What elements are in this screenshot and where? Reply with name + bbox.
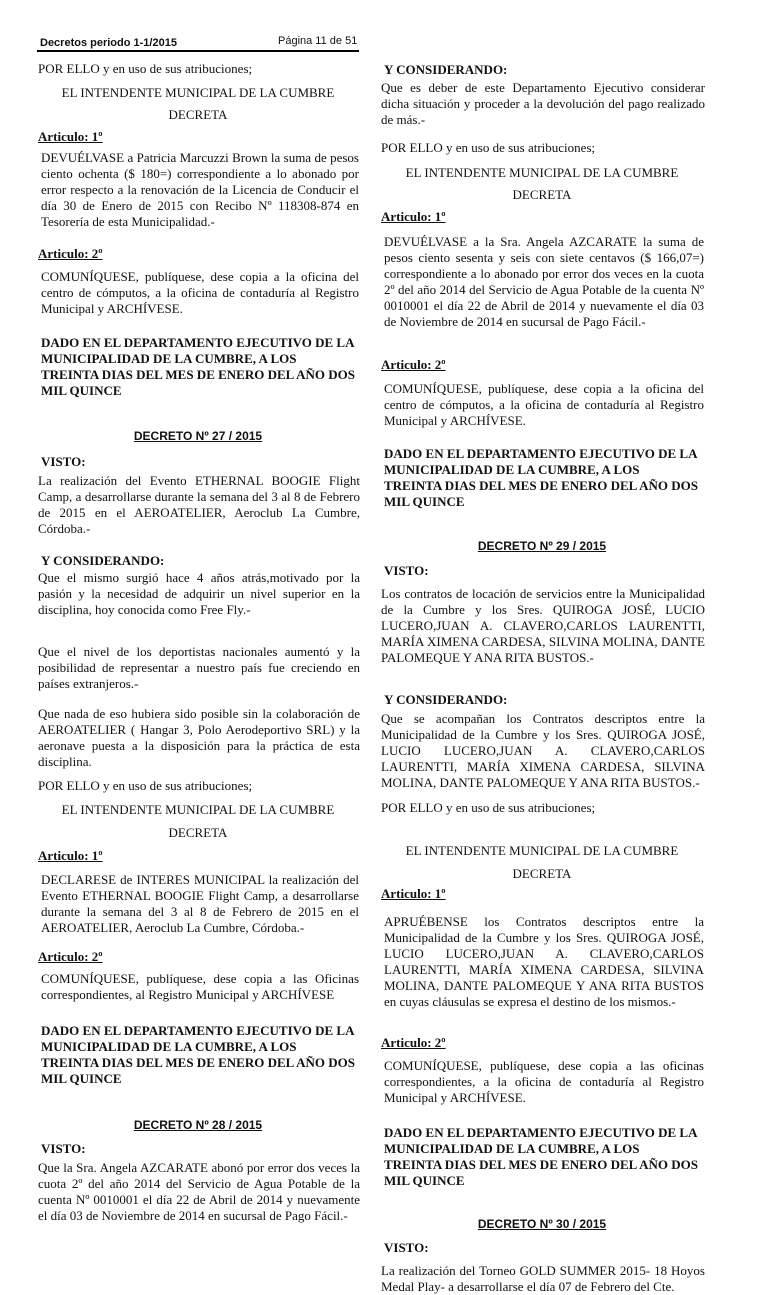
left-column xyxy=(38,0,358,1280)
considerando-label: Y CONSIDERANDO: xyxy=(41,553,165,568)
decreta-heading: DECRETA xyxy=(512,866,572,881)
considerando-text: Que es deber de este Departamento Ejecutivo considerar dicha situación y proceder a la devolución del pago realizado de más.- xyxy=(381,80,705,127)
intendente-heading: EL INTENDENTE MUNICIPAL DE LA CUMBRE xyxy=(61,85,335,100)
dado-en-text: DADO EN EL DEPARTAMENTO EJECUTIVO DE LA MUNICIPALIDAD DE LA CUMBRE, A LOS TREINTA DIAS DEL MES DE ENERO DEL AÑO DOS MIL QUINCE xyxy=(41,335,356,398)
intendente-heading: EL INTENDENTE MUNICIPAL DE LA CUMBRE xyxy=(405,165,679,180)
por-ello: POR ELLO y en uso de sus atribuciones; xyxy=(381,800,596,815)
article-1-text: DEVUÉLVASE a la Sra. Angela AZCARATE la suma de pesos ciento sesenta y seis con siete centavos ($ 166,07=) correspondiente a lo abonado por error dos veces en la cuota 2º del año 2014 del Servicio de Agua Potable de la cuenta Nº 0010001 el día 22 de Abril de 2014 y nuevamente el día 03 de Noviembre de 2014 en sucursal de Pago Fácil.- xyxy=(384,234,704,329)
por-ello: POR ELLO y en uso de sus atribuciones; xyxy=(38,778,253,793)
visto-text: Que la Sra. Angela AZCARATE abonó por error dos veces la cuota 2º del año 2014 del Servicio de Agua Potable de la cuenta Nº 0010001 el día 22 de Abril de 2014 y nuevamente el día 03 de Noviembre de 2014 en sucursal de Pago Fácil.- xyxy=(38,1160,360,1223)
decreta-heading: DECRETA xyxy=(512,187,572,202)
article-2-label: Articulo: 2º xyxy=(381,357,446,372)
article-2-label: Articulo: 2º xyxy=(381,1035,446,1050)
article-2-label: Articulo: 2º xyxy=(38,949,103,964)
article-1-text: APRUÉBENSE los Contratos descriptos entre la Municipalidad de la Cumbre y los Sres. QUIROGA JOSÉ, LUCIO LUCERO,JUAN A. CLAVERO,CARLOS LAURENTTI, MARÍA XIMENA CARDESA, SILVINA MOLINA, DANTE PALOMEQUE Y ANA RITA BUSTOS en cuyas cláusulas se expresa el destino de los mismos.- xyxy=(384,914,704,1009)
considerando-text-1: Que el mismo surgió hace 4 años atrás,motivado por la pasión y la necesidad de adquirir un nivel superior en la disciplina, hoy conocida como Free Fly.- xyxy=(38,570,360,617)
visto-label: VISTO: xyxy=(41,1141,86,1156)
por-ello: POR ELLO y en uso de sus atribuciones; xyxy=(38,61,253,76)
visto-label: VISTO: xyxy=(384,1240,429,1255)
visto-text: La realización del Evento ETHERNAL BOOGIE Flight Camp, a desarrollarse durante la semana del 3 al 8 de Febrero de 2015 en el AEROATELIER, Aeroclub La Cumbre, Córdoba.- xyxy=(38,473,360,536)
article-2-text: COMUNÍQUESE, publíquese, dese copia a la oficina del centro de cómputos, a la oficina de contaduría al Registro Municipal y ARCHÍVESE. xyxy=(41,269,359,316)
article-1-label: Articulo: 1º xyxy=(38,129,103,144)
article-2-text: COMUNÍQUESE, publíquese, dese copia a las Oficinas correspondientes, al Registro Municipal y ARCHÍVESE xyxy=(41,971,359,1002)
decree-29-title: DECRETO Nº 29 / 2015 xyxy=(477,539,607,553)
page-number: Página 11 de 51 xyxy=(278,35,358,47)
decree-30-title: DECRETO Nº 30 / 2015 xyxy=(477,1217,607,1231)
article-1-label: Articulo: 1º xyxy=(381,209,446,224)
dado-en-text: DADO EN EL DEPARTAMENTO EJECUTIVO DE LA MUNICIPALIDAD DE LA CUMBRE, A LOS TREINTA DIAS DEL MES DE ENERO DEL AÑO DOS MIL QUINCE xyxy=(384,446,699,509)
considerando-text-2: Que el nivel de los deportistas nacionales aumentó y la posibilidad de representar a nuestro país fue creciendo en países extranjeros.- xyxy=(38,644,360,691)
article-1-label: Articulo: 1º xyxy=(38,848,103,863)
decreta-heading: DECRETA xyxy=(168,107,228,122)
visto-label: VISTO: xyxy=(41,454,86,469)
intendente-heading: EL INTENDENTE MUNICIPAL DE LA CUMBRE xyxy=(405,843,679,858)
header-title: Decretos periodo 1-1/2015 xyxy=(40,37,177,49)
decree-27-title: DECRETO Nº 27 / 2015 xyxy=(133,429,263,443)
visto-text: La realización del Torneo GOLD SUMMER 2015- 18 Hoyos Medal Play- a desarrollarse el día 07 de Febrero del Cte. xyxy=(381,1263,705,1294)
visto-text: Los contratos de locación de servicios entre la Municipalidad de la Cumbre y los Sres. QUIROGA JOSÉ, LUCIO LUCERO,JUAN A. CLAVERO,CARLOS LAURENTTI, MARÍA XIMENA CARDESA, SILVINA MOLINA, DANTE PALOMEQUE Y ANA RITA BUSTOS.- xyxy=(381,586,705,665)
dado-en-text: DADO EN EL DEPARTAMENTO EJECUTIVO DE LA MUNICIPALIDAD DE LA CUMBRE, A LOS TREINTA DIAS DEL MES DE ENERO DEL AÑO DOS MIL QUINCE xyxy=(41,1023,356,1086)
decreta-heading: DECRETA xyxy=(168,825,228,840)
article-2-label: Articulo: 2º xyxy=(38,246,103,261)
considerando-text-3: Que nada de eso hubiera sido posible sin la colaboración de AEROATELIER ( Hangar 3, Polo Aerodeportivo SRL) y la aeronave puesta a la disposición para la práctica de esta disciplina. xyxy=(38,706,360,769)
considerando-label: Y CONSIDERANDO: xyxy=(384,692,508,707)
article-2-text: COMUNÍQUESE, publíquese, dese copia a las oficinas correspondientes, a la oficina de contaduría al Registro Municipal y ARCHÍVESE. xyxy=(384,1058,704,1105)
considerando-label: Y CONSIDERANDO: xyxy=(384,62,508,77)
dado-en-text: DADO EN EL DEPARTAMENTO EJECUTIVO DE LA MUNICIPALIDAD DE LA CUMBRE, A LOS TREINTA DIAS DEL MES DE ENERO DEL AÑO DOS MIL QUINCE xyxy=(384,1125,699,1188)
intendente-heading: EL INTENDENTE MUNICIPAL DE LA CUMBRE xyxy=(61,802,335,817)
por-ello: POR ELLO y en uso de sus atribuciones; xyxy=(381,140,596,155)
visto-label: VISTO: xyxy=(384,563,429,578)
decree-28-title: DECRETO Nº 28 / 2015 xyxy=(133,1118,263,1132)
article-1-text: DEVUÉLVASE a Patricia Marcuzzi Brown la suma de pesos ciento ochenta ($ 180=) correspondiente a lo abonado por error respecto a la renovación de la Licencia de Conducir el día 30 de Enero de 2015 con Recibo Nº 118308-874 en Tesorería de esta Municipalidad.- xyxy=(41,150,359,229)
article-2-text: COMUNÍQUESE, publíquese, dese copia a la oficina del centro de cómputos, a la oficina de contaduría al Registro Municipal y ARCHÍVESE. xyxy=(384,381,704,428)
considerando-text: Que se acompañan los Contratos descriptos entre la Municipalidad de la Cumbre y los Sres. QUIROGA JOSÉ, LUCIO LUCERO,JUAN A. CLAVERO,CARLOS LAURENTTI, MARÍA XIMENA CARDESA, SILVINA MOLINA, DANTE PALOMEQUE Y ANA RITA BUSTOS.- xyxy=(381,711,705,790)
article-1-label: Articulo: 1º xyxy=(381,886,446,901)
right-column xyxy=(381,0,705,1294)
article-1-text: DECLARESE de INTERES MUNICIPAL la realización del Evento ETHERNAL BOOGIE Flight Camp, a desarrollarse durante la semana del 3 al 8 de Febrero de 2015 en el AEROATELIER, Aeroclub La Cumbre, Córdoba.- xyxy=(41,872,359,935)
